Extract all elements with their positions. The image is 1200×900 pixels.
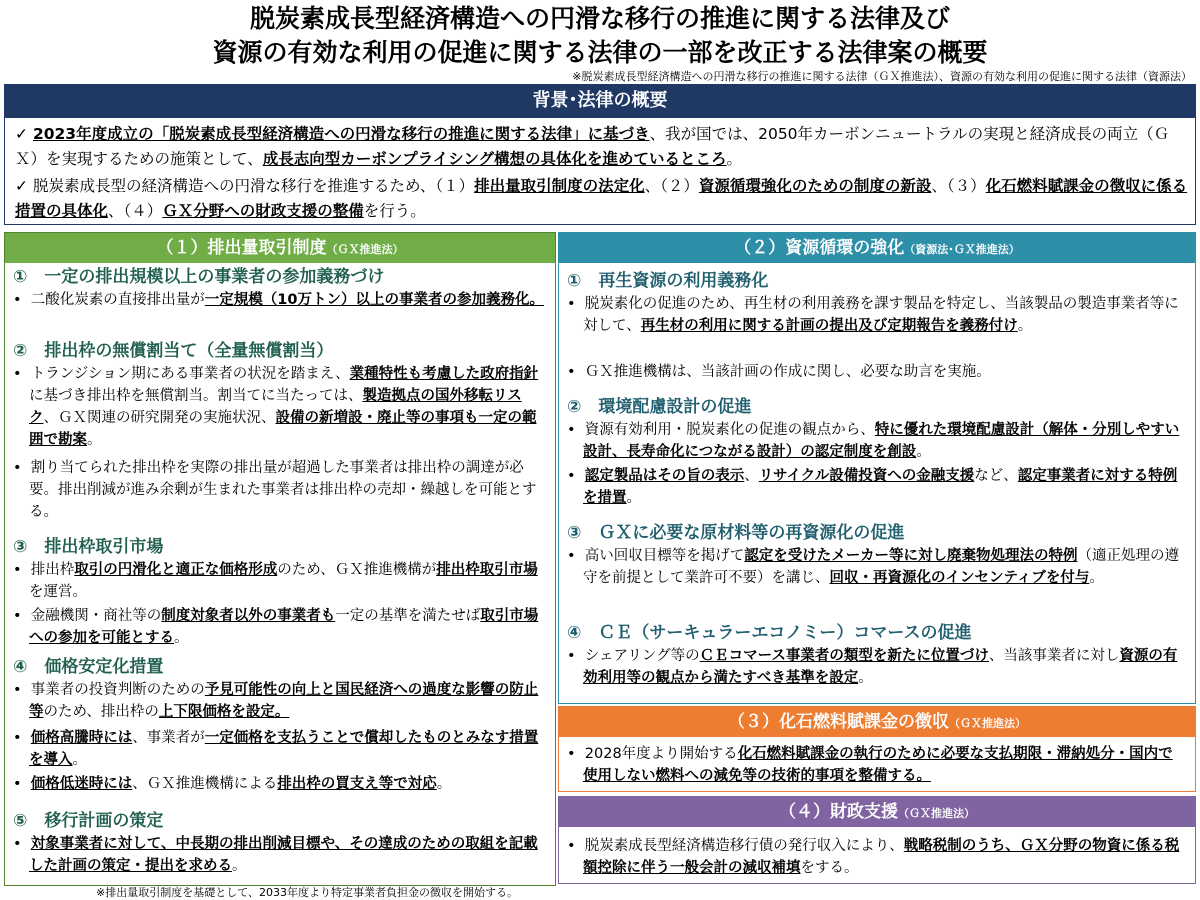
bullet-icon: • xyxy=(567,468,576,484)
s2-b1-u1: 業種特性も考慮した政府指針 xyxy=(349,366,539,382)
bg-p2-t4: 、（４） xyxy=(108,202,163,220)
bullet-icon: • xyxy=(13,366,22,382)
bg-p2-t2: 、（２） xyxy=(644,177,699,195)
r-s6-b1-t2: をする。 xyxy=(800,860,859,876)
r-s4-b1-u2: 資源の有効利用等の観点から満たすべき基準を設定 xyxy=(583,648,1178,686)
bg-p1-u2: 成長志向型カーボンプライシング構想の具体化を進めているところ xyxy=(262,150,727,168)
s1-bullet xyxy=(13,289,549,311)
r-section-4-title: ④ ＣＥ（サーキュラーエコノミー）コマースの促進 xyxy=(567,623,972,643)
r-s1-b1-t2: 。 xyxy=(1017,318,1033,334)
s4-b2-t1: 、事業者が xyxy=(132,730,205,746)
bullet-icon: • xyxy=(567,422,576,438)
s3-bullet-2 xyxy=(13,605,549,649)
section-5-title: ⑤ 移行計画の策定 xyxy=(13,811,164,831)
r-s3-bullet-1 xyxy=(567,545,1183,589)
background-paragraph-2 xyxy=(15,174,1190,224)
bg-p1-t1: 、我が国では、2050年カーボンニュートラルの実現と経済成長の両立（ＧＸ）を実現するための施策として、 xyxy=(15,125,1170,168)
r-s3-b1-t3: 。 xyxy=(1089,570,1104,586)
s2-bullet-2 xyxy=(13,457,549,523)
background-box xyxy=(4,118,1196,225)
s5-bullet xyxy=(13,833,549,877)
r-s2-bullet-2 xyxy=(567,465,1183,509)
r-s3-b1-t2: （適正処理の遵守を前提として業許可不要）を講じ、 xyxy=(583,548,1179,586)
s4-b1-t2: のため、排出枠の xyxy=(43,704,159,720)
s3-b1-u1: 取引の円滑化と適正な価格形成 xyxy=(74,562,278,578)
s3-b2-t1: 金融機関・商社等の xyxy=(30,608,162,624)
r-s4-b1-t2: 、当該事業者に対し xyxy=(988,648,1120,664)
bullet-icon: • xyxy=(567,648,576,664)
section-4-title: ④ 価格安定化措置 xyxy=(13,657,164,677)
r-s2-b2-t3: 。 xyxy=(626,490,641,506)
r-s2-b2-t2: など、 xyxy=(974,468,1018,484)
fossil-fuel-levy-header xyxy=(559,707,1195,737)
s2-b1-t4: 。 xyxy=(87,432,102,448)
s4-bullet-1 xyxy=(13,679,549,723)
s4-b1-u1: 予見可能性の向上と国民経済への過度な影響の防止等 xyxy=(29,682,539,720)
section-2-title: ② 排出枠の無償割当て（全量無償割当） xyxy=(13,341,334,361)
r-section-3-title: ③ ＧＸに必要な原材料等の再資源化の促進 xyxy=(567,523,905,543)
fossil-fuel-levy-panel xyxy=(558,706,1196,792)
r-s1-b1-t1: 脱炭素化の促進のため、再生材の利用義務を課す製品を特定し、当該製品の製造事業者等に対して、 xyxy=(583,296,1179,334)
s1-b1-t1: 二酸化炭素の直接排出量が xyxy=(30,292,205,308)
bullet-icon: • xyxy=(13,836,22,852)
check-icon: ✓ xyxy=(15,125,28,143)
bg-p2-u1: 排出量取引制度の法定化 xyxy=(474,177,645,195)
financial-support-panel xyxy=(558,796,1196,884)
r-s2-b1-u1: 特に優れた環境配慮設計（解体・分別しやすい設計、長寿命化につながる設計）の認定制度を創設 xyxy=(583,422,1180,460)
r-s2-b2-t1: 、 xyxy=(744,468,759,484)
r-s3-b1-u2: 回収・再資源化のインセンティブを付与 xyxy=(829,570,1090,586)
bullet-icon: • xyxy=(567,548,576,564)
section-1-title: ① 一定の排出規模以上の事業者の参加義務づけ xyxy=(13,267,385,287)
right-header4-small: （ＧＸ推進法） xyxy=(898,807,975,820)
check-icon: ✓ xyxy=(15,177,28,195)
r-s2-bullet-1 xyxy=(567,419,1183,463)
left-header-small: （ＧＸ推進法） xyxy=(326,243,404,256)
s3-b1-u2: 排出枠取引市場 xyxy=(436,562,538,578)
title-note: ※脱炭素成長型経済構造への円滑な移行の推進に関する法律（ＧＸ推進法）、資源の有効な利用の促進に関する法律（資源法） xyxy=(572,70,1192,83)
background-paragraph-1 xyxy=(15,122,1190,172)
s5-b1-t1: 。 xyxy=(232,858,247,874)
r-s3-b1-u1: 認定を受けたメーカー等に対し廃棄物処理法の特例 xyxy=(744,548,1078,564)
s2-b1-u2: 製造拠点の国外移転リスク xyxy=(29,388,522,426)
left-header-label: （１）排出量取引制度 xyxy=(156,238,327,258)
right-header2-small: （資源法･ＧＸ推進法） xyxy=(904,243,1020,256)
s4-b3-t1: 、ＧＸ推進機構による xyxy=(132,776,278,792)
financial-support-header xyxy=(559,797,1195,827)
bullet-icon: • xyxy=(567,364,576,380)
r-s3-b1-t1: 高い回収目標等を掲げて xyxy=(584,548,745,564)
bg-p2-t3: 、（３） xyxy=(931,177,986,195)
emissions-trading-header xyxy=(5,233,555,263)
bg-p1-u1: 2023年度成立の「脱炭素成長型経済構造への円滑な移行の推進に関する法律」に基づき xyxy=(32,125,650,143)
r-s5-b1-t1: 2028年度より開始する xyxy=(584,746,738,762)
bullet-icon: • xyxy=(13,776,22,792)
s3-b1-t1: 排出枠 xyxy=(30,562,75,578)
resource-circulation-header xyxy=(559,233,1195,263)
r-s5-b1-u1: 化石燃料賦課金の執行のために必要な支払期限・滞納処分・国内で使用しない燃料への減免等の技術的事項を整備する。 xyxy=(583,746,1173,784)
s3-b2-t3: 。 xyxy=(174,630,189,646)
section-3-title: ③ 排出枠取引市場 xyxy=(13,537,164,557)
s4-b2-t2: 。 xyxy=(72,752,87,768)
right-header4-label: （４）財政支援 xyxy=(779,802,898,822)
bg-p1-t2: 。 xyxy=(726,150,743,168)
bullet-icon: • xyxy=(13,682,22,698)
s2-b1-t2: に基づき排出枠を無償割当。割当てに当たっては、 xyxy=(29,388,363,404)
bullet-icon: • xyxy=(13,562,22,578)
s3-b2-u1: 制度対象者以外の事業者も xyxy=(161,608,336,624)
background-header: 背景･法律の概要 xyxy=(4,84,1196,118)
bg-p2-u4: ＧＸ分野への財政支援の整備 xyxy=(162,202,364,220)
bullet-icon: • xyxy=(13,608,22,624)
bullet-icon: • xyxy=(13,730,22,746)
s4-b3-u2: 排出枠の買支え等で対応 xyxy=(277,776,437,792)
right-header2-label: （２）資源循環の強化 xyxy=(734,238,905,258)
resource-circulation-panel xyxy=(558,232,1196,704)
r-s6-bullet xyxy=(567,835,1183,879)
bottom-note: ※排出量取引制度を基礎として、2033年度より特定事業者負担金の徴収を開始する。 xyxy=(96,886,518,899)
r-s4-bullet-1 xyxy=(567,645,1183,689)
s4-b3-t2: 。 xyxy=(436,776,452,792)
emissions-trading-panel xyxy=(4,232,556,886)
s4-b2-u1: 価格高騰時には xyxy=(30,730,133,746)
title-line-2: 資源の有効な利用の促進に関する法律の一部を改正する法律案の概要 xyxy=(212,38,988,67)
bullet-icon: • xyxy=(13,292,22,308)
r-s2-b1-t1: 資源有効利用・脱炭素化の促進の観点から、 xyxy=(584,422,875,438)
r-s4-b1-t1: シェアリング等の xyxy=(584,648,700,664)
s4-bullet-2 xyxy=(13,727,549,771)
title-line-1: 脱炭素成長型経済構造への円滑な移行の推進に関する法律及び xyxy=(249,4,950,33)
bullet-icon: • xyxy=(567,746,576,762)
right-column xyxy=(558,232,1196,884)
s4-b2-u2: 一定価格を支払うことで償却したものとみなす措置を導入 xyxy=(29,730,539,768)
r-s5-bullet xyxy=(567,743,1183,787)
r-s2-b1-t2: 。 xyxy=(916,444,931,460)
s2-b1-t3: 、ＧＸ関連の研究開発の実施状況、 xyxy=(43,410,276,426)
r-s2-b2-u1: 認定製品はその旨の表示 xyxy=(584,468,745,484)
bg-p2-t5: を行う。 xyxy=(363,202,426,220)
s5-b1-u1: 対象事業者に対して、中長期の排出削減目標や、その達成のための取組を記載した計画の策定・提出を求める xyxy=(29,836,538,874)
s3-b1-t3: を運営。 xyxy=(29,584,87,600)
r-s4-b1-t3: 。 xyxy=(858,670,873,686)
bg-p2-t1: 脱炭素成長型の経済構造への円滑な移行を推進するため、（１） xyxy=(32,177,475,195)
right-header3-label: （３）化石燃料賦課金の徴収 xyxy=(728,712,949,732)
s1-b1-u1: 一定規模（10万トン）以上の事業者の参加義務化。 xyxy=(204,292,544,308)
r-s4-b1-u1: ＣＥコマース事業者の類型を新たに位置づけ xyxy=(699,648,989,664)
bg-p2-u3: 化石燃料賦課金の徴収に係る措置の具体化 xyxy=(15,177,1188,220)
s3-b2-t2: 一定の基準を満たせば xyxy=(335,608,481,624)
r-s6-b1-u1: 戦略税制のうち、ＧＸ分野の物資に係る税額控除に伴う一般会計の減収補填 xyxy=(583,838,1180,876)
s3-bullet-1 xyxy=(13,559,549,603)
bullet-icon: • xyxy=(13,460,22,476)
r-s1-bullet-1 xyxy=(567,293,1183,337)
s4-bullet-3 xyxy=(13,773,569,795)
right-header3-small: （ＧＸ推進法） xyxy=(949,717,1026,730)
r-s2-b2-u2: リサイクル設備投資への金融支援 xyxy=(758,468,975,484)
r-s1-b2-t1: ＧＸ推進機構は、当該計画の作成に関し、必要な助言を実施。 xyxy=(584,364,991,380)
s2-bullet-1 xyxy=(13,363,549,451)
s2-b1-u3: 設備の新増設・廃止等の事項も一定の範囲で勘案 xyxy=(29,410,537,448)
s3-b1-t2: のため、ＧＸ推進機構が xyxy=(277,562,437,578)
bullet-icon: • xyxy=(567,838,576,854)
s3-b2-u2: 取引市場への参加を可能とする xyxy=(29,608,539,646)
r-s6-b1-t1: 脱炭素成長型経済構造移行債の発行収入により、 xyxy=(584,838,904,854)
r-s1-bullet-2 xyxy=(567,361,1183,383)
r-s2-b2-u3: 認定事業者に対する特例を措置 xyxy=(583,468,1178,506)
s4-b1-t1: 事業者の投資判断のための xyxy=(30,682,205,698)
bg-p2-u2: 資源循環強化のための制度の新設 xyxy=(698,177,932,195)
s4-b3-u1: 価格低迷時には xyxy=(30,776,133,792)
bullet-icon: • xyxy=(567,296,576,312)
s2-b2-t1: 割り当てられた排出枠を実際の排出量が超過した事業者は排出枠の調達が必要。排出削減が進み余剰が生まれた事業者は排出枠の売却・繰越しを可能とする。 xyxy=(29,460,537,520)
s4-b1-u2: 上下限価格を設定。 xyxy=(158,704,290,720)
r-section-2-title: ② 環境配慮設計の促進 xyxy=(567,397,752,417)
r-s1-b1-u1: 再生材の利用に関する計画の提出及び定期報告を義務付け xyxy=(640,318,1018,334)
s2-b1-t1: トランジション期にある事業者の状況を踏まえ、 xyxy=(30,366,350,382)
r-section-1-title: ① 再生資源の利用義務化 xyxy=(567,271,769,291)
